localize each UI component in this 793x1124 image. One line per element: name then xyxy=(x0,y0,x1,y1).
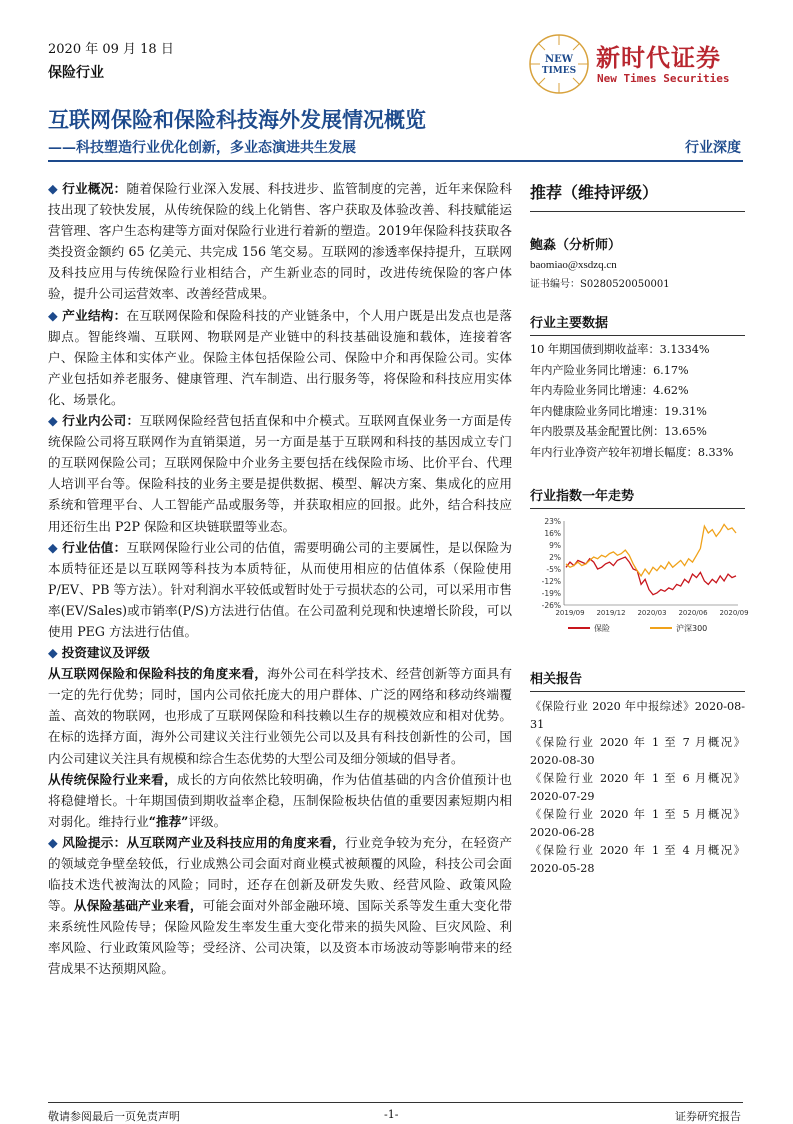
company-name-cn: 新时代证券 xyxy=(596,43,721,72)
sidebar xyxy=(530,170,749,878)
report-date: 2020 年 09 月 18 日 xyxy=(48,42,174,57)
related-report-link[interactable]: 《保险行业 2020 年 1 至 4 月概况》2020-05-28 xyxy=(530,844,745,875)
risk-text-2: 可能会面对外部金融环境、国际关系等发生重大变化带来系统性风险传导；保险风险发生率发生重大变化带来的损失风险、巨灾风险、利率风险、行业政策风险等；受经济、公司决策，以及资本市场波动等影响带来的经营成果不达预期风险。 xyxy=(48,898,513,977)
structure-text: 在互联网保险和保险科技的产业链条中，个人用户既是出发点也是落脚点。智能终端、互联网、物联网是产业链中的科技基础设施和载体，连接着客户、保险主体和实体产业。保险主体包括保险公司、保险中介和再保险公司。实体产业包括如养老服务、健康管理、汽车制造、出行服务等，将保险和科技应用实体化、场景化。 xyxy=(48,307,513,407)
paragraph-risk xyxy=(48,832,512,980)
bullet-icon: ◆ xyxy=(48,539,58,555)
key-data-title: 行业主要数据 xyxy=(530,316,609,331)
report-subtitle: ——科技塑造行业优化创新，多业态演进共生发展 xyxy=(48,140,356,156)
traditional-view-lead: 从传统保险行业来看， xyxy=(48,771,177,787)
traditional-view-end: 评级。 xyxy=(188,813,227,829)
industry-category: 保险行业 xyxy=(48,65,104,81)
logo-mark-line1: NEW xyxy=(545,54,573,65)
overview-label: 行业概况： xyxy=(62,181,127,196)
report-title: 互联网保险和保险科技海外发展情况概览 xyxy=(48,107,426,132)
valuation-text: 互联网保险行业公司的估值，需要明确公司的主要属性，是以保险为本质特征还是以互联网等科技为本质特征，从而使用相应的估值体系（保险使用 P/EV、PB 等方法）。针对利润水平较低或暂时处于亏损状态的公司，可以采用市售率(EV/Sales)或市销率(P/S)方法进行估值。在公司盈利兑现和快速增长阶段，可以使用 PEG 方法进行估值。 xyxy=(48,539,513,639)
y-tick-label: -12% xyxy=(541,577,561,586)
risk-text-1: 行业竞争较为充分，在轻资产的领域竞争壁垒较低，行业成熟公司会面对商业模式被颠覆的风险，科技公司会面临技术迭代被淘汰的风险；同时，还存在创新及研发失败、经营风险、政策风险等。 xyxy=(48,834,513,914)
related-reports-divider xyxy=(530,691,745,692)
footer-report-kind: 证券研究报告 xyxy=(675,1110,741,1123)
bullet-icon: ◆ xyxy=(48,307,58,323)
risk-lead-2: 从保险基础产业来看， xyxy=(73,898,203,914)
traditional-view-text: 成长的方向依然比较明确，作为估值基础的内含价值预计也将稳健增长。十年期国债到期收益率企稳，压制保险板块估值的重要因素短期内相对弱化。维持行业 xyxy=(48,771,513,829)
key-data-row: 年内股票及基金配置比例：13.65% xyxy=(530,425,707,438)
header-divider xyxy=(48,160,743,162)
related-reports-title: 相关报告 xyxy=(530,672,583,687)
x-tick-label: 2019/12 xyxy=(596,609,626,617)
rating-label: 推荐（维持评级） xyxy=(530,183,659,202)
paragraph-internet-view xyxy=(48,663,512,768)
related-reports-list xyxy=(530,698,745,878)
valuation-label: 行业估值： xyxy=(62,539,127,555)
paragraph-recommendation-heading xyxy=(48,642,512,663)
paragraph-overview xyxy=(48,178,512,305)
paragraph-companies xyxy=(48,410,512,537)
footer-divider xyxy=(48,1102,743,1103)
y-tick-label: 16% xyxy=(544,529,561,538)
risk-lead-1: 从互联网产业及科技应用的角度来看， xyxy=(126,834,346,850)
recommendation-label: 投资建议及评级 xyxy=(61,645,150,661)
rating-divider xyxy=(530,211,745,212)
legend-label: 保险 xyxy=(594,624,610,633)
chart-title: 行业指数一年走势 xyxy=(530,489,635,504)
key-data-row: 年内寿险业务同比增速：4.62% xyxy=(530,384,689,397)
y-tick-label: -19% xyxy=(541,589,561,598)
analyst-name: 鲍淼（分析师） xyxy=(530,238,622,253)
chart-divider xyxy=(530,508,745,509)
logo-mark-line2: TIMES xyxy=(541,66,577,76)
report-body xyxy=(48,178,512,980)
series-line-csi300 xyxy=(566,524,736,576)
key-data-row: 10 年期国债到期收益率：3.1334% xyxy=(530,343,710,356)
key-data-divider xyxy=(530,335,745,336)
related-report-link[interactable]: 《保险行业 2020 年中报综述》2020-08-31 xyxy=(530,700,745,731)
risk-label: 风险提示： xyxy=(62,834,127,850)
key-data-row: 年内健康险业务同比增速：19.31% xyxy=(530,404,707,418)
certificate-number: 证书编号：S0280520050001 xyxy=(530,279,670,290)
index-chart-svg xyxy=(530,513,749,638)
report-type: 行业深度 xyxy=(685,140,741,156)
related-report-link[interactable]: 《保险行业 2020 年 1 至 7 月概况》2020-08-30 xyxy=(530,736,745,767)
bullet-icon: ◆ xyxy=(48,834,58,850)
key-data-list xyxy=(530,340,745,463)
y-tick-label: 2% xyxy=(549,553,561,562)
overview-text: 随着保险行业深入发展、科技进步、监管制度的完善，近年来保险科技出现了较快发展，从传统保险的线上化销售、客户获取及体验改善、科技赋能运营管理、客户生态构建等方面对保险行业进行着新的塑造。2019年保险科技获取各类投资金额约 65 亿美元、共完成 156 笔交易。互联网的渗透率保持提升，互联网及科技应用与传统保险行业相结合，产生新业态的同时，改进传统保险的客户体验，提升公司运营效率、改善经营成果。 xyxy=(48,181,513,302)
paragraph-valuation xyxy=(48,537,512,642)
key-data-row: 年内行业净资产较年初增长幅度：8.33% xyxy=(530,445,734,459)
company-name-en: New Times Securities xyxy=(597,72,730,85)
analyst-email: baomiao@xsdzq.cn xyxy=(530,259,617,271)
companies-text: 互联网保险经营包括直保和中介模式。互联网直保业务一方面是传统保险公司将互联网作为直销渠道，另一方面是基于互联网和科技的基因成立专门的互联网保险公司；互联网保险中介业务主要包括在线保险市场、比价平台、代理人培训平台等。保险科技的业务主要是提供数据、模型、解决方案、集成化的应用系统和管理平台、人工智能产品或服务等，并获取相应的回报。此外，结合科技应用还衍生出 P2P 保险和区块链联盟等业态。 xyxy=(48,413,513,534)
y-tick-label: 9% xyxy=(549,541,561,550)
bullet-icon: ◆ xyxy=(48,181,58,196)
companies-label: 行业内公司： xyxy=(62,413,140,429)
y-tick-label: -5% xyxy=(546,565,561,574)
bullet-icon: ◆ xyxy=(48,413,58,429)
page-number: -1- xyxy=(384,1108,399,1121)
y-tick-label: 23% xyxy=(544,517,561,526)
x-tick-label: 2019/09 xyxy=(555,609,585,617)
structure-label: 产业结构： xyxy=(62,307,127,323)
bullet-icon: ◆ xyxy=(48,645,58,661)
industry-rating-text: “推荐” xyxy=(148,813,189,829)
legend-label: 沪深300 xyxy=(676,624,708,633)
internet-view-lead: 从互联网保险和保险科技的角度来看， xyxy=(48,666,268,682)
x-tick-label: 2020/09 xyxy=(719,609,749,617)
key-data-row: 年内产险业务同比增速：6.17% xyxy=(530,363,689,377)
y-tick-label: -26% xyxy=(541,601,561,610)
related-report-link[interactable]: 《保险行业 2020 年 1 至 5 月概况》2020-06-28 xyxy=(530,808,745,839)
x-tick-label: 2020/06 xyxy=(678,609,708,617)
index-chart xyxy=(530,513,749,642)
related-report-link[interactable]: 《保险行业 2020 年 1 至 6 月概况》2020-07-29 xyxy=(530,772,745,803)
company-logo-icon xyxy=(528,33,590,95)
paragraph-traditional-view xyxy=(48,769,512,832)
footer-disclaimer: 敬请参阅最后一页免责声明 xyxy=(48,1110,180,1123)
series-line-insurance xyxy=(566,557,736,595)
paragraph-structure xyxy=(48,305,512,410)
internet-view-text: 海外公司在科学技术、经营创新等方面具有一定的先行优势；同时，国内公司依托庞大的用户群体、广泛的网络和移动终端覆盖、高效的物联网，也形成了互联网保险和科技赖以生存的规模效应和相对优势。在标的选择方面，海外公司建议关注行业领先公司以及具有科技创新性的公司，国内公司建议关注具有规模和综合生态优势的大型公司及细分领域的倡导者。 xyxy=(48,666,513,766)
x-tick-label: 2020/03 xyxy=(637,609,667,617)
